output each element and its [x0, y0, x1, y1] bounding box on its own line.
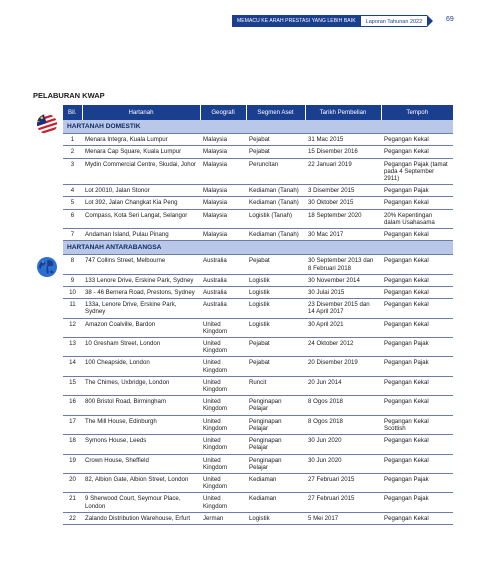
cell-bil: 9 [63, 274, 82, 286]
table-row [63, 197, 453, 209]
cell-segmen-aset: Pejabat [246, 357, 305, 376]
cell-tarikh-pembelian: 30 Julai 2015 [305, 287, 381, 299]
category-row [63, 241, 453, 255]
table-row [63, 229, 453, 241]
cell-segmen-aset: Logistik [246, 287, 305, 299]
column-header: Bil. [63, 105, 82, 120]
cell-segmen-aset: Penginapan Pelajar [246, 415, 305, 434]
cell-tempoh: Pegangan Kekal [381, 512, 453, 524]
table-row [63, 287, 453, 299]
header-arrow-icon [427, 15, 433, 27]
cell-bil: 16 [63, 396, 82, 415]
cell-segmen-aset: Logistik [246, 318, 305, 337]
cell-tarikh-pembelian: 22 Januari 2019 [305, 158, 381, 185]
cell-tarikh-pembelian: 30 Jun 2020 [305, 454, 381, 473]
cell-tempoh: Pegangan Pajak [381, 338, 453, 357]
cell-segmen-aset: Pejabat [246, 134, 305, 146]
table-row [63, 299, 453, 318]
cell-hartanah: Mydin Commercial Centre, Skudai, Johor [82, 158, 200, 185]
cell-tempoh: Pegangan Pajak (tamat pada 4 September 2911) [381, 158, 453, 185]
cell-segmen-aset: Logistik [246, 512, 305, 524]
cell-tarikh-pembelian: 20 Disember 2019 [305, 357, 381, 376]
table-row [63, 473, 453, 492]
cell-geografi: Australia [200, 299, 246, 318]
cell-segmen-aset: Kediaman (Tanah) [246, 197, 305, 209]
cell-bil: 17 [63, 415, 82, 434]
cell-geografi: United Kingdom [200, 318, 246, 337]
cell-geografi: United Kingdom [200, 357, 246, 376]
cell-geografi: Malaysia [200, 185, 246, 197]
cell-tarikh-pembelian: 30 Oktober 2015 [305, 197, 381, 209]
table-row [63, 146, 453, 158]
cell-bil: 11 [63, 299, 82, 318]
table-row [63, 185, 453, 197]
cell-geografi: Malaysia [200, 146, 246, 158]
cell-tempoh: 20% Kepentingan dalam Usahasama [381, 209, 453, 228]
cell-tempoh: Pegangan Kekal [381, 299, 453, 318]
cell-segmen-aset: Penginapan Pelajar [246, 396, 305, 415]
cell-geografi: United Kingdom [200, 376, 246, 395]
cell-hartanah: Crown House, Sheffield [82, 454, 200, 473]
cell-tempoh: Pegangan Kekal [381, 435, 453, 454]
cell-hartanah: Lot 20010, Jalan Stonor [82, 185, 200, 197]
malaysia-flag-icon [36, 113, 58, 135]
cell-hartanah: Menara Cap Square, Kuala Lumpur [82, 146, 200, 158]
section-title: PELABURAN KWAP [33, 91, 105, 100]
cell-segmen-aset: Kediaman (Tanah) [246, 229, 305, 241]
cell-hartanah: 800 Bristol Road, Birmingham [82, 396, 200, 415]
cell-hartanah: 10 Gresham Street, London [82, 338, 200, 357]
table-row [63, 158, 453, 185]
property-table [63, 105, 453, 525]
table-row [63, 318, 453, 337]
cell-tarikh-pembelian: 30 September 2013 dan 8 Februari 2018 [305, 255, 381, 274]
header-tagline: MEMACU KE ARAH PRESTASI YANG LEBIH BAIK [232, 15, 361, 27]
cell-bil: 22 [63, 512, 82, 524]
cell-geografi: Malaysia [200, 158, 246, 185]
table-row [63, 415, 453, 434]
cell-tarikh-pembelian: 30 April 2021 [305, 318, 381, 337]
cell-tarikh-pembelian: 30 November 2014 [305, 274, 381, 286]
table-row [63, 376, 453, 395]
cell-segmen-aset: Kediaman [246, 473, 305, 492]
cell-tempoh: Pegangan Kekal [381, 229, 453, 241]
cell-tarikh-pembelian: 30 Mac 2017 [305, 229, 381, 241]
cell-segmen-aset: Penginapan Pelajar [246, 435, 305, 454]
table-row [63, 396, 453, 415]
globe-icon [36, 256, 58, 278]
cell-tempoh: Pegangan Kekal [381, 396, 453, 415]
table-row [63, 454, 453, 473]
cell-segmen-aset: Kediaman (Tanah) [246, 185, 305, 197]
cell-geografi: Malaysia [200, 209, 246, 228]
cell-geografi: Malaysia [200, 197, 246, 209]
category-title: HARTANAH DOMESTIK [63, 120, 453, 134]
cell-segmen-aset: Logistik [246, 274, 305, 286]
cell-geografi: United Kingdom [200, 415, 246, 434]
cell-tempoh: Pegangan Kekal [381, 274, 453, 286]
table-row [63, 255, 453, 274]
cell-tempoh: Pegangan Kekal Scottish [381, 415, 453, 434]
cell-tarikh-pembelian: 5 Mei 2017 [305, 512, 381, 524]
cell-tarikh-pembelian: 31 Mac 2015 [305, 134, 381, 146]
cell-bil: 3 [63, 158, 82, 185]
cell-segmen-aset: Logistik [246, 299, 305, 318]
cell-segmen-aset: Kediaman [246, 493, 305, 512]
cell-tarikh-pembelian: 24 Oktober 2012 [305, 338, 381, 357]
cell-bil: 19 [63, 454, 82, 473]
cell-tempoh: Pegangan Kekal [381, 134, 453, 146]
cell-hartanah: Menara Integra, Kuala Lumpur [82, 134, 200, 146]
cell-bil: 14 [63, 357, 82, 376]
cell-geografi: United Kingdom [200, 493, 246, 512]
cell-tarikh-pembelian: 27 Februari 2015 [305, 493, 381, 512]
cell-segmen-aset: Runcit [246, 376, 305, 395]
column-header: Hartanah [82, 105, 200, 120]
table-row [63, 274, 453, 286]
cell-geografi: Australia [200, 287, 246, 299]
cell-hartanah: 100 Cheapside, London [82, 357, 200, 376]
cell-hartanah: Amazon Coalville, Bardon [82, 318, 200, 337]
cell-bil: 4 [63, 185, 82, 197]
cell-hartanah: 747 Collins Street, Melbourne [82, 255, 200, 274]
cell-bil: 18 [63, 435, 82, 454]
cell-tempoh: Pegangan Pajak [381, 493, 453, 512]
cell-tempoh: Pegangan Kekal [381, 146, 453, 158]
header-bar [232, 15, 433, 27]
cell-hartanah: 9 Sherwood Court, Seymour Place, London [82, 493, 200, 512]
column-header: Tempoh [381, 105, 453, 120]
cell-bil: 15 [63, 376, 82, 395]
cell-bil: 8 [63, 255, 82, 274]
cell-hartanah: Symons House, Leeds [82, 435, 200, 454]
cell-segmen-aset: Pejabat [246, 338, 305, 357]
cell-geografi: Jerman [200, 512, 246, 524]
cell-geografi: United Kingdom [200, 454, 246, 473]
cell-segmen-aset: Peruncitan [246, 158, 305, 185]
cell-tarikh-pembelian: 8 Ogos 2018 [305, 396, 381, 415]
table-row [63, 435, 453, 454]
cell-segmen-aset: Pejabat [246, 255, 305, 274]
cell-geografi: Malaysia [200, 229, 246, 241]
header-report-title: Laporan Tahunan 2022 [361, 15, 427, 27]
table-header-row [63, 105, 453, 120]
cell-tarikh-pembelian: 20 Jun 2014 [305, 376, 381, 395]
cell-tarikh-pembelian: 15 Disember 2016 [305, 146, 381, 158]
cell-tarikh-pembelian: 27 Februari 2015 [305, 473, 381, 492]
cell-bil: 21 [63, 493, 82, 512]
cell-segmen-aset: Penginapan Pelajar [246, 454, 305, 473]
cell-tempoh: Pegangan Pajak [381, 473, 453, 492]
cell-segmen-aset: Logistik (Tanah) [246, 209, 305, 228]
category-title: HARTANAH ANTARABANGSA [63, 241, 453, 255]
cell-tempoh: Pegangan Pajak [381, 185, 453, 197]
cell-tempoh: Pegangan Kekal [381, 454, 453, 473]
column-header: Tarikh Pembelian [305, 105, 381, 120]
cell-geografi: Malaysia [200, 134, 246, 146]
column-header: Geografi [200, 105, 246, 120]
page-number: 69 [446, 16, 454, 23]
table-row [63, 338, 453, 357]
cell-tempoh: Pegangan Kekal [381, 376, 453, 395]
cell-hartanah: 82, Albion Gate, Albion Street, London [82, 473, 200, 492]
cell-tarikh-pembelian: 3 Disember 2015 [305, 185, 381, 197]
table-row [63, 134, 453, 146]
cell-tempoh: Pegangan Kekal [381, 255, 453, 274]
table-row [63, 209, 453, 228]
cell-hartanah: 133a, Lenore Drive, Erskine Park, Sydney [82, 299, 200, 318]
cell-hartanah: Compass, Kota Seri Langat, Selangor [82, 209, 200, 228]
cell-tempoh: Pegangan Kekal [381, 197, 453, 209]
cell-hartanah: 38 - 46 Bernera Road, Prestons, Sydney [82, 287, 200, 299]
cell-bil: 13 [63, 338, 82, 357]
cell-bil: 12 [63, 318, 82, 337]
cell-bil: 20 [63, 473, 82, 492]
table-row [63, 357, 453, 376]
cell-segmen-aset: Pejabat [246, 146, 305, 158]
cell-bil: 7 [63, 229, 82, 241]
table-row [63, 493, 453, 512]
cell-tarikh-pembelian: 18 September 2020 [305, 209, 381, 228]
cell-geografi: Australia [200, 274, 246, 286]
cell-bil: 10 [63, 287, 82, 299]
cell-tempoh: Pegangan Kekal [381, 318, 453, 337]
table-row [63, 512, 453, 524]
cell-hartanah: Zalando Distribution Warehouse, Erfurt [82, 512, 200, 524]
cell-tempoh: Pegangan Pajak [381, 357, 453, 376]
cell-geografi: United Kingdom [200, 435, 246, 454]
cell-bil: 6 [63, 209, 82, 228]
cell-hartanah: The Mill House, Edinburgh [82, 415, 200, 434]
cell-tarikh-pembelian: 8 Ogos 2018 [305, 415, 381, 434]
cell-bil: 2 [63, 146, 82, 158]
cell-geografi: United Kingdom [200, 338, 246, 357]
cell-hartanah: The Chimes, Uxbridge, London [82, 376, 200, 395]
cell-bil: 1 [63, 134, 82, 146]
cell-geografi: United Kingdom [200, 473, 246, 492]
cell-bil: 5 [63, 197, 82, 209]
cell-hartanah: 133 Lenore Drive, Erskine Park, Sydney [82, 274, 200, 286]
table-body [63, 120, 453, 524]
cell-tarikh-pembelian: 23 Disember 2015 dan 14 April 2017 [305, 299, 381, 318]
column-header: Segmen Aset [246, 105, 305, 120]
cell-tarikh-pembelian: 30 Jun 2020 [305, 435, 381, 454]
cell-tempoh: Pegangan Kekal [381, 287, 453, 299]
cell-hartanah: Andaman Island, Pulau Pinang [82, 229, 200, 241]
cell-geografi: Australia [200, 255, 246, 274]
cell-hartanah: Lot 392, Jalan Changkat Kia Peng [82, 197, 200, 209]
cell-geografi: United Kingdom [200, 396, 246, 415]
category-row [63, 120, 453, 134]
